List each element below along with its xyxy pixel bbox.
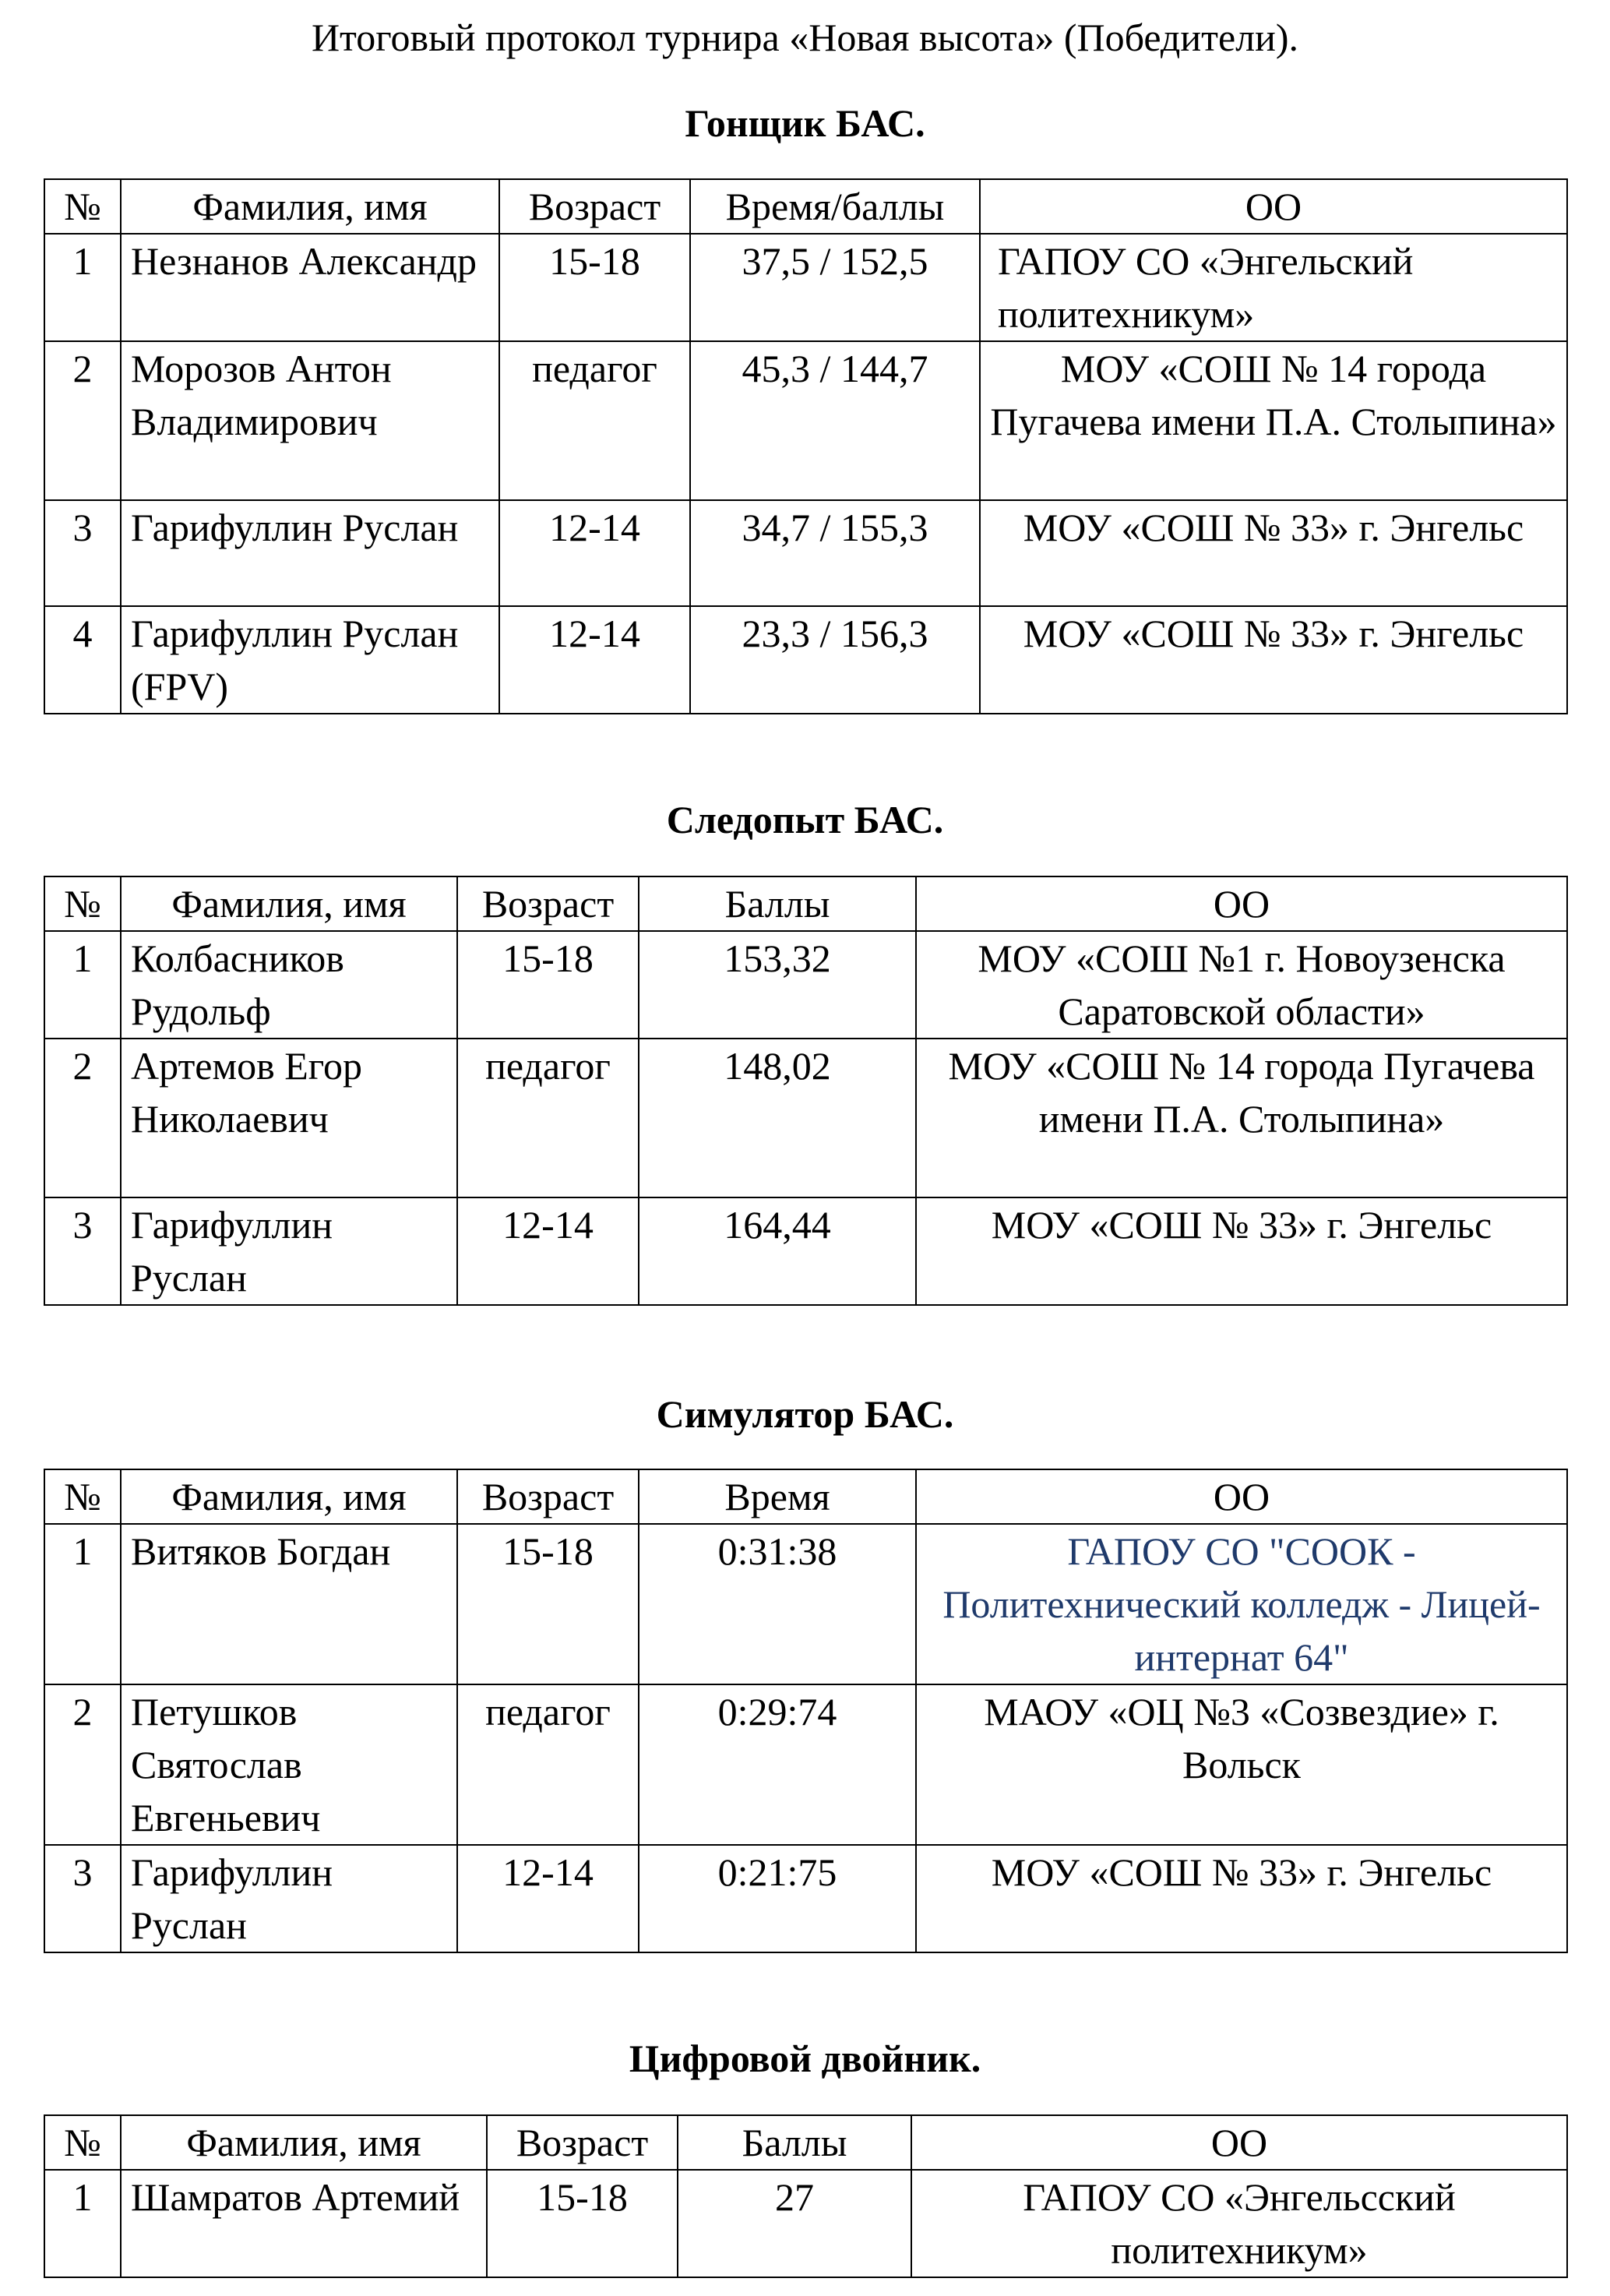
cell-score: 34,7 / 155,3 — [690, 500, 980, 606]
cell-org: МОУ «СОШ № 14 города Пугачева имени П.А. Столыпина» — [916, 1039, 1567, 1197]
cell-org: МАОУ «ОЦ №3 «Созвездие» г. Вольск — [916, 1684, 1567, 1845]
cell-name: Артемов Егор Николаевич — [121, 1039, 457, 1197]
table-digital-twin — [44, 2114, 1568, 2278]
cell-org: ГАПОУ СО «Энгельсский политехникум» — [911, 2170, 1567, 2277]
cell-score: 0:21:75 — [639, 1845, 916, 1952]
cell-org: ГАПОУ СО «Энгельский политехникум» — [980, 234, 1567, 341]
cell-org: МОУ «СОШ № 33» г. Энгельс — [980, 500, 1567, 606]
table-header-row — [44, 2115, 1567, 2170]
cell-age: 15-18 — [457, 931, 639, 1039]
column-header-name: Фамилия, имя — [121, 2115, 487, 2170]
column-header-score: Баллы — [678, 2115, 911, 2170]
cell-score: 0:29:74 — [639, 1684, 916, 1845]
column-header-score: Время/баллы — [690, 179, 980, 234]
column-header-age: Возраст — [499, 179, 690, 234]
section-heading-simulator: Симулятор БАС. — [656, 1392, 954, 1436]
cell-score: 153,32 — [639, 931, 916, 1039]
cell-org: МОУ «СОШ № 33» г. Энгельс — [980, 606, 1567, 714]
cell-age: 12-14 — [457, 1845, 639, 1952]
cell-name: Витяков Богдан — [121, 1524, 457, 1684]
table-row — [44, 931, 1567, 1039]
cell-number: 3 — [44, 1845, 121, 1952]
cell-age: 12-14 — [499, 500, 690, 606]
cell-number: 2 — [44, 1684, 121, 1845]
table-header-row — [44, 179, 1567, 234]
table-row — [44, 1524, 1567, 1684]
cell-score: 23,3 / 156,3 — [690, 606, 980, 714]
column-header-number: № — [44, 2115, 121, 2170]
cell-number: 4 — [44, 606, 121, 714]
cell-number: 3 — [44, 1197, 121, 1305]
cell-age: педагог — [457, 1684, 639, 1845]
cell-age: 12-14 — [457, 1197, 639, 1305]
table-simulator — [44, 1469, 1568, 1953]
cell-number: 3 — [44, 500, 121, 606]
table-row — [44, 606, 1567, 714]
table-row — [44, 2170, 1567, 2277]
cell-age: 12-14 — [499, 606, 690, 714]
table-pathfinder — [44, 876, 1568, 1306]
column-header-name: Фамилия, имя — [121, 179, 499, 234]
cell-age: 15-18 — [499, 234, 690, 341]
cell-org: ГАПОУ СО "СООК - Политехнический колледж - Лицей-интернат 64" — [916, 1524, 1567, 1684]
table-row — [44, 234, 1567, 341]
column-header-number: № — [44, 1469, 121, 1524]
table-header-row — [44, 876, 1567, 931]
column-header-name: Фамилия, имя — [121, 876, 457, 931]
cell-age: педагог — [499, 341, 690, 500]
table-row — [44, 1684, 1567, 1845]
cell-org: МОУ «СОШ № 33» г. Энгельс — [916, 1845, 1567, 1952]
cell-name: Шамратов Артемий — [121, 2170, 487, 2277]
cell-score: 148,02 — [639, 1039, 916, 1197]
cell-name: Морозов Антон Владимирович — [121, 341, 499, 500]
column-header-number: № — [44, 179, 121, 234]
column-header-score: Время — [639, 1469, 916, 1524]
column-header-org: ОО — [980, 179, 1567, 234]
cell-name: Гарифуллин Руслан — [121, 500, 499, 606]
cell-number: 1 — [44, 234, 121, 341]
cell-score: 0:31:38 — [639, 1524, 916, 1684]
cell-org: МОУ «СОШ № 14 города Пугачева имени П.А. Столыпина» — [980, 341, 1567, 500]
cell-name: Петушков Святослав Евгеньевич — [121, 1684, 457, 1845]
table-row — [44, 341, 1567, 500]
cell-age: 15-18 — [487, 2170, 678, 2277]
cell-score: 45,3 / 144,7 — [690, 341, 980, 500]
column-header-org: ОО — [916, 876, 1567, 931]
table-row — [44, 1039, 1567, 1197]
cell-name: Гарифуллин Руслан (FPV) — [121, 606, 499, 714]
column-header-org: ОО — [916, 1469, 1567, 1524]
cell-org: МОУ «СОШ №1 г. Новоузенска Саратовской области» — [916, 931, 1567, 1039]
column-header-name: Фамилия, имя — [121, 1469, 457, 1524]
column-header-org: ОО — [911, 2115, 1567, 2170]
column-header-score: Баллы — [639, 876, 916, 931]
document-title: Итоговый протокол турнира «Новая высота» (Победители). — [311, 16, 1299, 59]
column-header-age: Возраст — [457, 876, 639, 931]
cell-score: 164,44 — [639, 1197, 916, 1305]
cell-number: 1 — [44, 931, 121, 1039]
table-row — [44, 500, 1567, 606]
cell-number: 1 — [44, 2170, 121, 2277]
cell-score: 27 — [678, 2170, 911, 2277]
cell-score: 37,5 / 152,5 — [690, 234, 980, 341]
table-row — [44, 1197, 1567, 1305]
column-header-age: Возраст — [457, 1469, 639, 1524]
cell-name: Незнанов Александр — [121, 234, 499, 341]
cell-age: 15-18 — [457, 1524, 639, 1684]
cell-name: Колбасников Рудольф — [121, 931, 457, 1039]
column-header-age: Возраст — [487, 2115, 678, 2170]
table-header-row — [44, 1469, 1567, 1524]
cell-number: 1 — [44, 1524, 121, 1684]
column-header-number: № — [44, 876, 121, 931]
cell-org: МОУ «СОШ № 33» г. Энгельс — [916, 1197, 1567, 1305]
cell-number: 2 — [44, 1039, 121, 1197]
cell-name: Гарифуллин Руслан — [121, 1197, 457, 1305]
cell-number: 2 — [44, 341, 121, 500]
section-heading-racer: Гонщик БАС. — [685, 101, 925, 145]
table-row — [44, 1845, 1567, 1952]
cell-age: педагог — [457, 1039, 639, 1197]
section-heading-digital-twin: Цифровой двойник. — [629, 2037, 981, 2080]
table-racer — [44, 178, 1568, 714]
section-heading-pathfinder: Следопыт БАС. — [666, 798, 944, 841]
cell-name: Гарифуллин Руслан — [121, 1845, 457, 1952]
